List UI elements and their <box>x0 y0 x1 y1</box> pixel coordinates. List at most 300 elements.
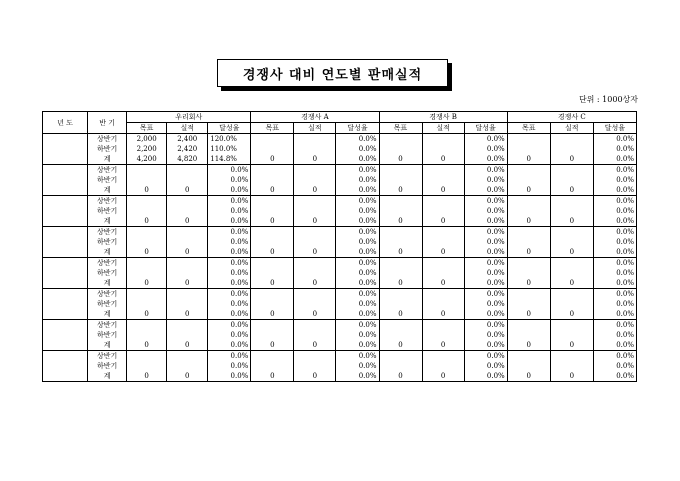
actual-cell <box>167 351 208 362</box>
target-cell <box>251 165 294 176</box>
half-label: 상반기 <box>88 165 127 176</box>
half-label: 계 <box>88 216 127 227</box>
sales-table <box>42 111 637 382</box>
target-cell: 0 <box>127 340 167 351</box>
rate-cell: 0.0% <box>593 206 636 216</box>
actual-cell <box>167 361 208 371</box>
table-row <box>43 185 637 196</box>
rate-cell: 0.0% <box>208 309 251 320</box>
rate-cell: 0.0% <box>464 216 507 227</box>
target-cell <box>507 206 550 216</box>
rate-cell: 0.0% <box>208 299 251 309</box>
rate-cell: 0.0% <box>593 247 636 258</box>
rate-cell: 0.0% <box>336 278 379 289</box>
target-cell: 0 <box>379 247 422 258</box>
actual-cell <box>550 144 593 154</box>
half-label: 하반기 <box>88 268 127 278</box>
target-cell: 2,200 <box>127 144 167 154</box>
actual-cell: 0 <box>294 185 336 196</box>
actual-cell <box>422 268 464 278</box>
target-cell <box>379 134 422 145</box>
table-row <box>43 144 637 154</box>
actual-cell: 0 <box>167 247 208 258</box>
actual-cell <box>294 237 336 247</box>
half-label: 상반기 <box>88 289 127 300</box>
table-row <box>43 134 637 145</box>
rate-cell: 0.0% <box>336 258 379 269</box>
table-row <box>43 351 637 362</box>
rate-cell: 0.0% <box>464 185 507 196</box>
actual-cell: 0 <box>294 247 336 258</box>
target-cell <box>127 299 167 309</box>
actual-cell <box>550 227 593 238</box>
target-cell: 0 <box>379 309 422 320</box>
target-cell <box>127 330 167 340</box>
actual-cell <box>422 299 464 309</box>
target-cell: 0 <box>127 185 167 196</box>
target-cell <box>507 134 550 145</box>
actual-cell <box>422 206 464 216</box>
table-row <box>43 330 637 340</box>
target-cell <box>251 299 294 309</box>
rate-cell: 0.0% <box>336 309 379 320</box>
rate-cell: 0.0% <box>336 361 379 371</box>
rate-cell: 0.0% <box>593 371 636 382</box>
target-cell <box>507 330 550 340</box>
rate-cell: 0.0% <box>208 216 251 227</box>
rate-cell: 0.0% <box>208 340 251 351</box>
year-header: 년 도 <box>43 112 88 134</box>
target-cell <box>251 175 294 185</box>
actual-cell: 0 <box>422 278 464 289</box>
target-cell: 0 <box>379 371 422 382</box>
half-label: 상반기 <box>88 320 127 331</box>
target-cell <box>251 258 294 269</box>
rate-cell: 0.0% <box>593 278 636 289</box>
rate-cell: 0.0% <box>336 237 379 247</box>
actual-cell <box>550 361 593 371</box>
unit-label: 단위 : 1000상자 <box>578 95 638 104</box>
actual-cell: 0 <box>294 309 336 320</box>
metric-header: 달성율 <box>593 123 636 134</box>
actual-cell <box>294 330 336 340</box>
target-cell: 0 <box>507 278 550 289</box>
rate-cell: 120.0% <box>208 134 251 145</box>
rate-cell: 0.0% <box>593 320 636 331</box>
target-cell: 0 <box>507 154 550 165</box>
table-row <box>43 289 637 300</box>
half-label: 계 <box>88 278 127 289</box>
target-cell <box>379 237 422 247</box>
actual-cell: 0 <box>167 309 208 320</box>
rate-cell: 0.0% <box>208 351 251 362</box>
rate-cell: 0.0% <box>464 299 507 309</box>
rate-cell: 0.0% <box>336 196 379 207</box>
target-cell: 0 <box>251 154 294 165</box>
target-cell: 0 <box>251 216 294 227</box>
metric-header: 목표 <box>507 123 550 134</box>
rate-cell: 0.0% <box>208 278 251 289</box>
rate-cell: 0.0% <box>593 361 636 371</box>
target-cell: 0 <box>127 247 167 258</box>
actual-cell <box>550 320 593 331</box>
actual-cell: 0 <box>550 154 593 165</box>
target-cell <box>251 351 294 362</box>
rate-cell: 0.0% <box>336 320 379 331</box>
metric-header: 실적 <box>550 123 593 134</box>
target-cell: 0 <box>251 247 294 258</box>
target-cell <box>251 268 294 278</box>
rate-cell: 0.0% <box>336 247 379 258</box>
half-label: 상반기 <box>88 196 127 207</box>
actual-cell <box>550 206 593 216</box>
rate-cell: 0.0% <box>593 196 636 207</box>
table-row <box>43 258 637 269</box>
actual-cell <box>167 206 208 216</box>
target-cell: 0 <box>251 278 294 289</box>
actual-cell: 0 <box>550 371 593 382</box>
actual-cell: 0 <box>550 185 593 196</box>
target-cell: 0 <box>127 309 167 320</box>
rate-cell: 0.0% <box>464 227 507 238</box>
rate-cell: 0.0% <box>208 330 251 340</box>
actual-cell <box>422 361 464 371</box>
actual-cell <box>167 258 208 269</box>
target-cell: 0 <box>251 309 294 320</box>
actual-cell: 0 <box>422 185 464 196</box>
target-cell: 0 <box>379 278 422 289</box>
actual-cell <box>422 289 464 300</box>
actual-cell <box>294 320 336 331</box>
rate-cell: 0.0% <box>208 165 251 176</box>
target-cell <box>507 351 550 362</box>
actual-cell <box>294 165 336 176</box>
rate-cell: 0.0% <box>336 268 379 278</box>
rate-cell: 0.0% <box>593 185 636 196</box>
rate-cell: 0.0% <box>593 134 636 145</box>
rate-cell: 0.0% <box>208 175 251 185</box>
actual-cell: 0 <box>422 340 464 351</box>
target-cell <box>379 144 422 154</box>
actual-cell <box>550 299 593 309</box>
actual-cell <box>550 237 593 247</box>
table-row <box>43 371 637 382</box>
actual-cell <box>167 227 208 238</box>
rate-cell: 0.0% <box>593 237 636 247</box>
target-cell <box>251 289 294 300</box>
metric-header: 목표 <box>127 123 167 134</box>
actual-cell <box>550 268 593 278</box>
company-header: 경쟁사 C <box>507 112 636 123</box>
actual-cell: 0 <box>422 216 464 227</box>
target-cell <box>251 361 294 371</box>
actual-cell: 0 <box>550 216 593 227</box>
table-row <box>43 299 637 309</box>
rate-cell: 0.0% <box>336 216 379 227</box>
actual-cell <box>550 351 593 362</box>
target-cell <box>127 289 167 300</box>
table-row <box>43 237 637 247</box>
target-cell <box>507 175 550 185</box>
table-row <box>43 227 637 238</box>
actual-cell <box>550 258 593 269</box>
metric-header: 목표 <box>379 123 422 134</box>
target-cell: 0 <box>507 309 550 320</box>
half-label: 상반기 <box>88 227 127 238</box>
target-cell <box>251 134 294 145</box>
actual-cell: 0 <box>422 247 464 258</box>
target-cell <box>379 165 422 176</box>
rate-cell: 0.0% <box>464 144 507 154</box>
actual-cell <box>550 175 593 185</box>
target-cell: 4,200 <box>127 154 167 165</box>
rate-cell: 0.0% <box>336 144 379 154</box>
rate-cell: 0.0% <box>464 258 507 269</box>
actual-cell <box>167 289 208 300</box>
table-row <box>43 165 637 176</box>
actual-cell <box>294 175 336 185</box>
half-label: 상반기 <box>88 351 127 362</box>
rate-cell: 0.0% <box>464 175 507 185</box>
actual-cell <box>167 237 208 247</box>
table-row <box>43 196 637 207</box>
year-cell <box>43 165 88 196</box>
actual-cell <box>550 196 593 207</box>
rate-cell: 0.0% <box>336 134 379 145</box>
actual-cell <box>422 227 464 238</box>
year-cell <box>43 196 88 227</box>
target-cell <box>507 289 550 300</box>
target-cell <box>127 227 167 238</box>
rate-cell: 0.0% <box>464 320 507 331</box>
target-cell <box>507 361 550 371</box>
actual-cell: 0 <box>550 278 593 289</box>
rate-cell: 0.0% <box>464 134 507 145</box>
year-cell <box>43 134 88 165</box>
target-cell <box>251 206 294 216</box>
rate-cell: 110.0% <box>208 144 251 154</box>
target-cell <box>379 330 422 340</box>
target-cell <box>507 227 550 238</box>
target-cell <box>379 227 422 238</box>
actual-cell <box>167 175 208 185</box>
table-row <box>43 309 637 320</box>
target-cell: 0 <box>251 371 294 382</box>
actual-cell: 0 <box>167 278 208 289</box>
year-cell <box>43 351 88 382</box>
table-row <box>43 340 637 351</box>
target-cell: 0 <box>379 216 422 227</box>
half-header: 반 기 <box>88 112 127 134</box>
target-cell <box>379 258 422 269</box>
rate-cell: 0.0% <box>464 278 507 289</box>
rate-cell: 0.0% <box>464 289 507 300</box>
half-label: 하반기 <box>88 144 127 154</box>
target-cell <box>379 299 422 309</box>
target-cell <box>127 175 167 185</box>
rate-cell: 0.0% <box>464 247 507 258</box>
metric-header: 실적 <box>422 123 464 134</box>
metric-header: 목표 <box>251 123 294 134</box>
rate-cell: 0.0% <box>336 175 379 185</box>
rate-cell: 0.0% <box>464 206 507 216</box>
actual-cell <box>422 196 464 207</box>
target-cell <box>127 165 167 176</box>
target-cell: 0 <box>379 185 422 196</box>
actual-cell <box>422 351 464 362</box>
table-row <box>43 361 637 371</box>
rate-cell: 0.0% <box>336 299 379 309</box>
actual-cell <box>550 330 593 340</box>
target-cell <box>507 299 550 309</box>
target-cell: 0 <box>507 247 550 258</box>
rate-cell: 0.0% <box>336 330 379 340</box>
actual-cell: 0 <box>294 278 336 289</box>
target-cell <box>379 206 422 216</box>
target-cell: 0 <box>127 371 167 382</box>
company-header: 우리회사 <box>127 112 251 123</box>
table-row <box>43 206 637 216</box>
half-label: 하반기 <box>88 175 127 185</box>
target-cell <box>379 351 422 362</box>
half-label: 상반기 <box>88 134 127 145</box>
rate-cell: 0.0% <box>593 216 636 227</box>
rate-cell: 0.0% <box>208 289 251 300</box>
target-cell <box>507 165 550 176</box>
target-cell <box>379 289 422 300</box>
target-cell <box>127 206 167 216</box>
half-label: 계 <box>88 371 127 382</box>
actual-cell: 0 <box>550 247 593 258</box>
target-cell: 0 <box>251 340 294 351</box>
table-row <box>43 247 637 258</box>
actual-cell <box>550 289 593 300</box>
rate-cell: 0.0% <box>336 206 379 216</box>
rate-cell: 0.0% <box>336 371 379 382</box>
table-row <box>43 216 637 227</box>
metric-header: 달성율 <box>208 123 251 134</box>
target-cell: 0 <box>507 371 550 382</box>
rate-cell: 0.0% <box>208 361 251 371</box>
rate-cell: 0.0% <box>593 144 636 154</box>
target-cell <box>507 237 550 247</box>
metric-header: 실적 <box>294 123 336 134</box>
target-cell <box>251 237 294 247</box>
table-body <box>43 134 637 382</box>
rate-cell: 0.0% <box>464 351 507 362</box>
actual-cell: 0 <box>167 216 208 227</box>
actual-cell <box>294 144 336 154</box>
company-header: 경쟁사 A <box>251 112 379 123</box>
target-cell: 2,000 <box>127 134 167 145</box>
actual-cell: 0 <box>294 154 336 165</box>
target-cell <box>507 258 550 269</box>
company-header: 경쟁사 B <box>379 112 507 123</box>
half-label: 하반기 <box>88 237 127 247</box>
target-cell: 0 <box>507 185 550 196</box>
target-cell <box>251 196 294 207</box>
target-cell: 0 <box>379 340 422 351</box>
actual-cell <box>422 320 464 331</box>
target-cell <box>379 361 422 371</box>
actual-cell <box>294 134 336 145</box>
rate-cell: 0.0% <box>208 258 251 269</box>
actual-cell: 2,400 <box>167 134 208 145</box>
header-row-companies <box>43 112 637 123</box>
rate-cell: 0.0% <box>593 165 636 176</box>
target-cell <box>507 196 550 207</box>
rate-cell: 0.0% <box>464 165 507 176</box>
table-row <box>43 278 637 289</box>
actual-cell: 0 <box>167 185 208 196</box>
rate-cell: 0.0% <box>208 268 251 278</box>
actual-cell <box>294 196 336 207</box>
target-cell: 0 <box>251 185 294 196</box>
actual-cell <box>550 134 593 145</box>
half-label: 계 <box>88 309 127 320</box>
actual-cell: 0 <box>294 216 336 227</box>
rate-cell: 0.0% <box>464 237 507 247</box>
rate-cell: 0.0% <box>593 258 636 269</box>
year-cell <box>43 320 88 351</box>
rate-cell: 0.0% <box>464 340 507 351</box>
rate-cell: 0.0% <box>336 227 379 238</box>
rate-cell: 0.0% <box>593 175 636 185</box>
year-cell <box>43 227 88 258</box>
half-label: 계 <box>88 185 127 196</box>
actual-cell <box>167 330 208 340</box>
target-cell: 0 <box>507 340 550 351</box>
rate-cell: 0.0% <box>593 268 636 278</box>
target-cell: 0 <box>379 154 422 165</box>
actual-cell <box>422 330 464 340</box>
target-cell <box>507 320 550 331</box>
target-cell <box>379 268 422 278</box>
rate-cell: 0.0% <box>208 237 251 247</box>
actual-cell <box>294 299 336 309</box>
actual-cell: 0 <box>422 154 464 165</box>
target-cell <box>127 196 167 207</box>
target-cell <box>127 268 167 278</box>
target-cell <box>127 361 167 371</box>
rate-cell: 0.0% <box>464 371 507 382</box>
actual-cell <box>422 175 464 185</box>
target-cell <box>379 196 422 207</box>
rate-cell: 0.0% <box>464 268 507 278</box>
rate-cell: 0.0% <box>208 227 251 238</box>
actual-cell: 0 <box>167 340 208 351</box>
half-label: 계 <box>88 340 127 351</box>
table-row <box>43 175 637 185</box>
half-label: 하반기 <box>88 299 127 309</box>
half-label: 상반기 <box>88 258 127 269</box>
metric-header: 실적 <box>167 123 208 134</box>
actual-cell <box>422 258 464 269</box>
actual-cell: 4,820 <box>167 154 208 165</box>
actual-cell <box>294 289 336 300</box>
page-title: 경쟁사 대비 연도별 판매실적 <box>217 59 448 87</box>
actual-cell <box>294 268 336 278</box>
actual-cell <box>294 206 336 216</box>
half-label: 하반기 <box>88 361 127 371</box>
target-cell: 0 <box>127 278 167 289</box>
actual-cell <box>294 361 336 371</box>
actual-cell: 0 <box>550 340 593 351</box>
rate-cell: 0.0% <box>593 154 636 165</box>
target-cell: 0 <box>127 216 167 227</box>
metric-header: 달성율 <box>464 123 507 134</box>
target-cell <box>379 175 422 185</box>
